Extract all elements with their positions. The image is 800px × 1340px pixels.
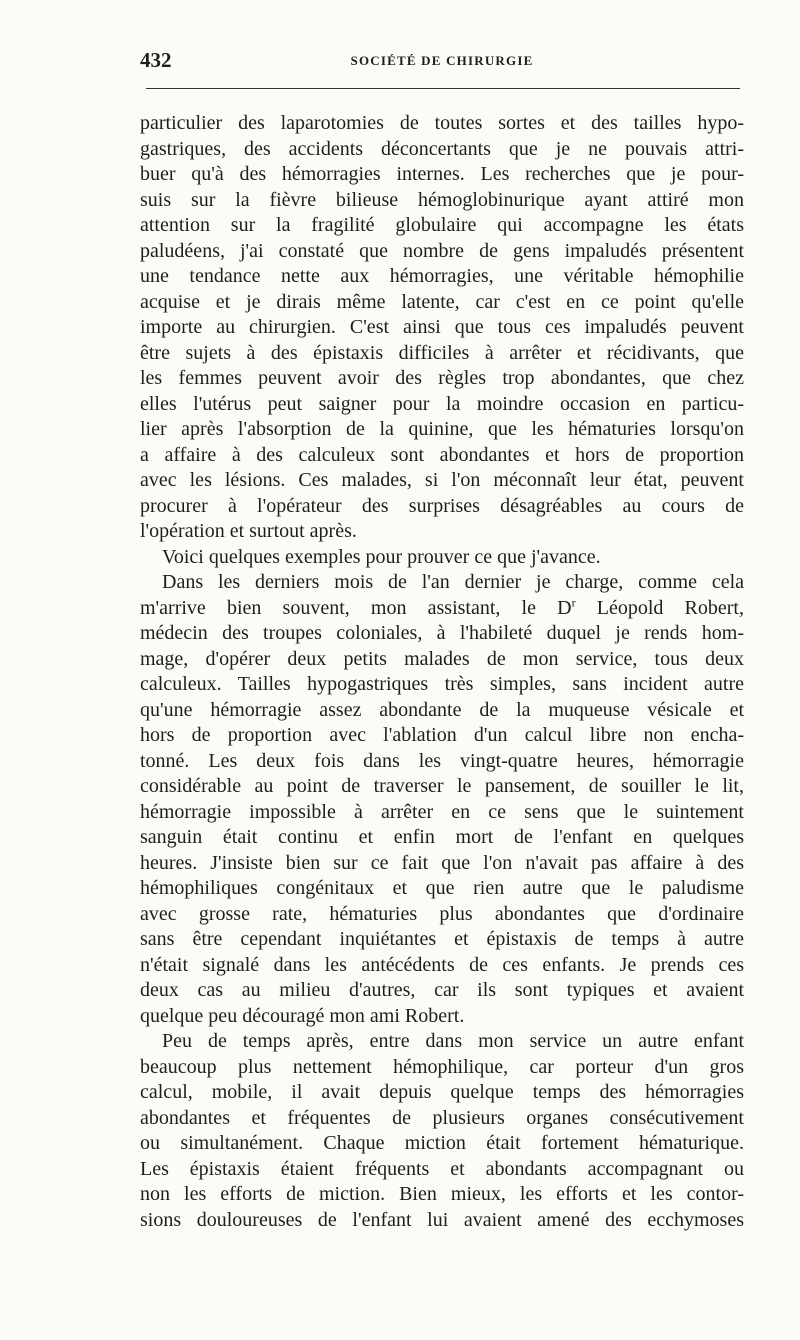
- text-line: deux cas au milieu d'autres, car ils sont typiques et avaient: [140, 979, 744, 1001]
- text-line: paludéens, j'ai constaté que nombre de gens impaludés présentent: [140, 239, 744, 262]
- body-text: [140, 111, 744, 1233]
- text-line: l'opération et surtout après.: [140, 520, 357, 542]
- text-line: considérable au point de traverser le pansement, de souiller le lit,: [140, 775, 744, 797]
- text-line: mage, d'opérer deux petits malades de mon service, tous deux: [140, 647, 744, 670]
- header-rule: [146, 88, 740, 89]
- text-line-with-superscript: [140, 596, 744, 622]
- text-line: avec grosse rate, hématuries plus abondantes que d'ordinaire: [140, 902, 744, 925]
- paragraph-3: [140, 570, 744, 1029]
- text-line: calculeux. Tailles hypogastriques très simples, sans incident autre: [140, 673, 744, 695]
- text-line: hémorragie impossible à arrêter en ce sens que le suintement: [140, 800, 744, 823]
- text-line: buer qu'à des hémorragies internes. Les recherches que je pour-: [140, 163, 744, 185]
- text-line: sions douloureuses de l'enfant lui avaient amené des ecchymoses: [140, 1208, 744, 1231]
- text-line: une tendance nette aux hémorragies, une véritable hémophilie: [140, 265, 744, 287]
- text-line: médecin des troupes coloniales, à l'habileté duquel je rends hom-: [140, 622, 744, 644]
- page: [140, 48, 744, 1231]
- text-line: suis sur la fièvre bilieuse hémoglobinurique ayant attiré mon: [140, 188, 744, 211]
- text-line: sans être cependant inquiétantes et épistaxis de temps à autre: [140, 928, 744, 950]
- text-line: qu'une hémorragie assez abondante de la muqueuse vésicale et: [140, 698, 744, 721]
- text-line: Voici quelques exemples pour prouver ce que j'avance.: [162, 545, 601, 568]
- text-line: non les efforts de miction. Bien mieux, les efforts et les contor-: [140, 1183, 744, 1205]
- text-line: acquise et je dirais même latente, car c'est en ce point qu'elle: [140, 290, 744, 313]
- text-line: beaucoup plus nettement hémophilique, car porteur d'un gros: [140, 1055, 744, 1078]
- text-line: importe au chirurgien. C'est ainsi que tous ces impaludés peuvent: [140, 316, 744, 338]
- text-line: procurer à l'opérateur des surprises désagréables au cours de: [140, 494, 744, 517]
- page-header: [140, 48, 744, 82]
- text-line: a affaire à des calculeux sont abondantes et hors de proportion: [140, 443, 744, 466]
- text-line: Peu de temps après, entre dans mon service un autre enfant: [162, 1030, 744, 1052]
- text-line: gastriques, des accidents déconcertants que je ne pouvais attri-: [140, 137, 744, 160]
- paragraph-2: [140, 545, 744, 571]
- text-segment: m'arrive bien souvent, mon assistant, le D: [140, 596, 572, 619]
- text-line: ou simultanément. Chaque miction était fortement hématurique.: [140, 1132, 744, 1154]
- paragraph-4: [140, 1029, 744, 1233]
- paragraph-1: [140, 111, 744, 545]
- text-line: attention sur la fragilité globulaire qui accompagne les états: [140, 214, 744, 236]
- text-line: hors de proportion avec l'ablation d'un calcul libre non encha-: [140, 724, 744, 746]
- text-line: les femmes peuvent avoir des règles trop abondantes, que chez: [140, 367, 744, 389]
- superscript: r: [571, 594, 576, 609]
- text-line: hémophiliques congénitaux et que rien autre que le paludisme: [140, 877, 744, 899]
- page-number: 432: [140, 48, 172, 72]
- text-line: être sujets à des épistaxis difficiles à arrêter et récidivants, que: [140, 341, 744, 364]
- text-line: calcul, mobile, il avait depuis quelque temps des hémorragies: [140, 1081, 744, 1103]
- text-line: particulier des laparotomies de toutes sortes et des tailles hypo-: [140, 112, 744, 134]
- text-line: sanguin était continu et enfin mort de l'enfant en quelques: [140, 826, 744, 848]
- text-line: Dans les derniers mois de l'an dernier je charge, comme cela: [162, 571, 744, 593]
- text-line: tonné. Les deux fois dans les vingt-quatre heures, hémorragie: [140, 749, 744, 772]
- text-line: heures. J'insiste bien sur ce fait que l'on n'avait pas affaire à des: [140, 851, 744, 874]
- text-line: quelque peu découragé mon ami Robert.: [140, 1004, 465, 1027]
- running-title: SOCIÉTÉ DE CHIRURGIE: [350, 53, 534, 68]
- text-segment: Léopold Robert,: [575, 596, 744, 619]
- text-line: lier après l'absorption de la quinine, que les hématuries lorsqu'on: [140, 418, 744, 440]
- text-line: avec les lésions. Ces malades, si l'on méconnaît leur état, peuvent: [140, 469, 744, 491]
- text-line: abondantes et fréquentes de plusieurs organes consécutivement: [140, 1106, 744, 1129]
- text-line: n'était signalé dans les antécédents de ces enfants. Je prends ces: [140, 953, 744, 976]
- text-line: elles l'utérus peut saigner pour la moindre occasion en particu-: [140, 392, 744, 415]
- text-line: Les épistaxis étaient fréquents et abondants accompagnant ou: [140, 1157, 744, 1180]
